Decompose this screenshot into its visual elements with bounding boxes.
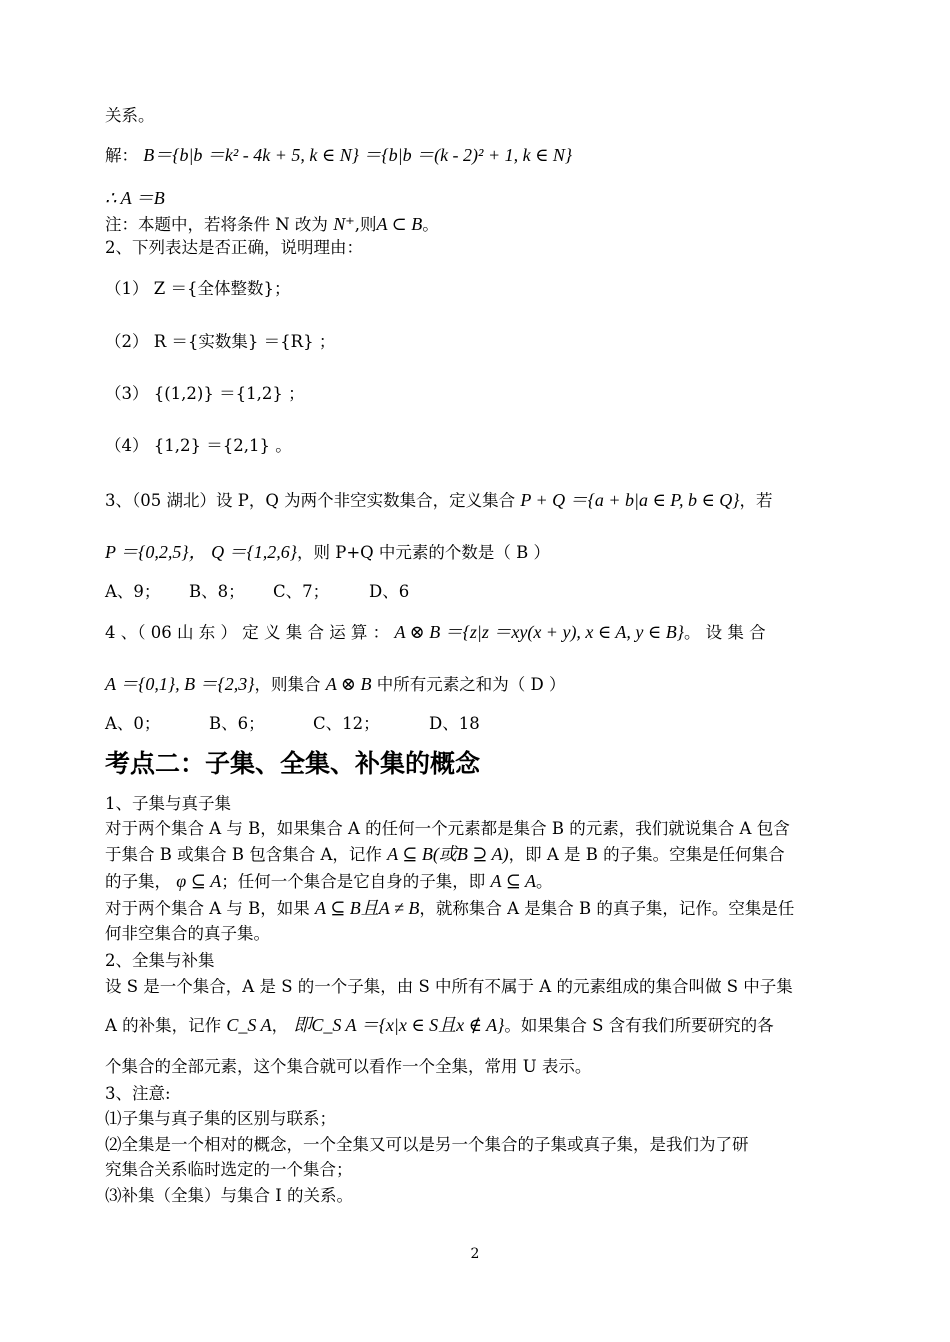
option: D、6 bbox=[369, 582, 410, 601]
formula: P + Q ＝{a + b|a ∈ P, b ∈ Q} bbox=[520, 490, 740, 510]
formula: B＝{b|b ＝k² - 4k + 5, k ∈ N} ＝{b|b ＝(k - 2)² + 1, k ∈ N} bbox=[143, 145, 573, 165]
text: ，就称集合 A 是集合 B 的真子集，记作。空集是任 bbox=[419, 899, 795, 918]
text-line: 3、注意: bbox=[105, 1084, 171, 1103]
text: ,则 bbox=[354, 215, 377, 234]
formula: P ＝{0,2,5}， Q ＝{1,2,6} bbox=[105, 542, 297, 562]
formula: 即C_S A ＝{x|x ∈ S且x ∉ A} bbox=[293, 1015, 505, 1035]
question-line: 2、下列表达是否正确，说明理由： bbox=[105, 238, 363, 257]
text-line: ⑶补集（全集）与集合 I 的关系。 bbox=[105, 1186, 354, 1205]
text-line bbox=[105, 1013, 850, 1038]
text: （2） R ＝{实数集} ＝{R} ； bbox=[105, 332, 336, 351]
option: A、0； bbox=[105, 714, 161, 733]
options-line bbox=[105, 580, 850, 604]
text: 对于两个集合 A 与 B，如果 bbox=[105, 899, 310, 918]
label: 解： bbox=[105, 146, 138, 165]
text: ；任何一个集合是它自身的子集，即 bbox=[221, 872, 486, 891]
option: B、6； bbox=[209, 714, 265, 733]
text: A 的补集，记作 bbox=[105, 1016, 222, 1035]
text: 。 bbox=[535, 872, 553, 891]
item-line bbox=[105, 277, 850, 301]
question-line bbox=[105, 620, 850, 645]
note-line bbox=[105, 212, 850, 237]
option: C、12； bbox=[313, 714, 380, 733]
text: 。 bbox=[422, 215, 439, 234]
formula: φ ⊆ A bbox=[176, 871, 222, 891]
formula: A ⊆ A bbox=[490, 871, 536, 891]
option: B、8； bbox=[189, 582, 245, 601]
text: 注：本题中，若将条件 N 改为 bbox=[105, 215, 328, 234]
text-line: 设 S 是一个集合，A 是 S 的一个子集，由 S 中所有不属于 A 的元素组成的集合叫做 S 中子集 bbox=[105, 977, 793, 996]
formula: A ＝{0,1}, B ＝{2,3} bbox=[105, 674, 255, 694]
text: （3） {(1,2)} ＝{1,2} ； bbox=[105, 384, 305, 403]
option: A、9； bbox=[105, 582, 161, 601]
text-line: 究集合关系临时选定的一个集合； bbox=[105, 1160, 353, 1179]
item-line bbox=[105, 434, 850, 458]
formula: C_S A bbox=[226, 1015, 272, 1035]
question-line bbox=[105, 488, 850, 513]
text-line: 何非空集合的真子集。 bbox=[105, 924, 270, 943]
text-line: 个集合的全部元素，这个集合就可以看作一个全集，常用 U 表示。 bbox=[105, 1057, 592, 1076]
text: 。 设 集 合 bbox=[683, 623, 766, 642]
question-line bbox=[105, 672, 850, 697]
text-line: 关系。 bbox=[105, 106, 155, 125]
text: 的子集， bbox=[105, 872, 171, 891]
page-number: 2 bbox=[470, 1246, 480, 1262]
text-line bbox=[105, 842, 850, 867]
text: 。如果集合 S 含有我们所要研究的各 bbox=[504, 1016, 774, 1035]
conclusion-line bbox=[105, 186, 850, 211]
formula: A ⊗ B bbox=[325, 674, 372, 694]
formula: A ⊆ B(或B ⊇ A) bbox=[387, 844, 509, 864]
option: D、18 bbox=[429, 714, 480, 733]
text-line: ⑴子集与真子集的区别与联系； bbox=[105, 1109, 336, 1128]
options-line bbox=[105, 712, 850, 736]
text-line: 对于两个集合 A 与 B，如果集合 A 的任何一个元素都是集合 B 的元素，我们就说集合 A 包含 bbox=[105, 819, 790, 838]
question-line bbox=[105, 540, 850, 565]
option: C、7； bbox=[273, 582, 330, 601]
section-heading: 考点二：子集、全集、补集的概念 bbox=[105, 749, 481, 778]
text: ，即 A 是 B 的子集。空集是任何集合 bbox=[508, 845, 785, 864]
text-line bbox=[105, 869, 850, 894]
text: 于集合 B 或集合 B 包含集合 A，记作 bbox=[105, 845, 382, 864]
text: （4） {1,2} ＝{2,1} 。 bbox=[105, 436, 292, 455]
text-line: ⑵全集是一个相对的概念，一个全集又可以是另一个集合的子集或真子集，是我们为了研 bbox=[105, 1135, 749, 1154]
solution-line bbox=[105, 143, 850, 168]
text: ，若 bbox=[739, 491, 773, 510]
text: ， bbox=[271, 1016, 289, 1035]
formula: A ⊂ B bbox=[376, 214, 423, 234]
formula: ∴ A ＝B bbox=[105, 188, 165, 208]
item-line bbox=[105, 330, 850, 354]
text: ，则 P+Q 中元素的个数是（ B ） bbox=[296, 543, 551, 562]
text-line: 1、子集与真子集 bbox=[105, 794, 231, 813]
text: （1） Z ＝{全体整数}； bbox=[105, 279, 291, 298]
text-line bbox=[105, 896, 850, 921]
text: 3、（05 湖北）设 P，Q 为两个非空实数集合，定义集合 bbox=[105, 491, 516, 510]
formula: A ⊆ B且A ≠ B bbox=[315, 898, 420, 918]
text: 中所有元素之和为（ D ） bbox=[376, 675, 566, 694]
formula: A ⊗ B ＝{z|z ＝xy(x + y), x ∈ A, y ∈ B} bbox=[394, 622, 684, 642]
formula: N⁺ bbox=[333, 214, 355, 234]
item-line bbox=[105, 382, 850, 406]
text: ，则集合 bbox=[254, 675, 321, 694]
text-line: 2、全集与补集 bbox=[105, 951, 215, 970]
text: 4 、（ 06 山 东 ） 定 义 集 合 运 算 ： bbox=[105, 623, 390, 642]
